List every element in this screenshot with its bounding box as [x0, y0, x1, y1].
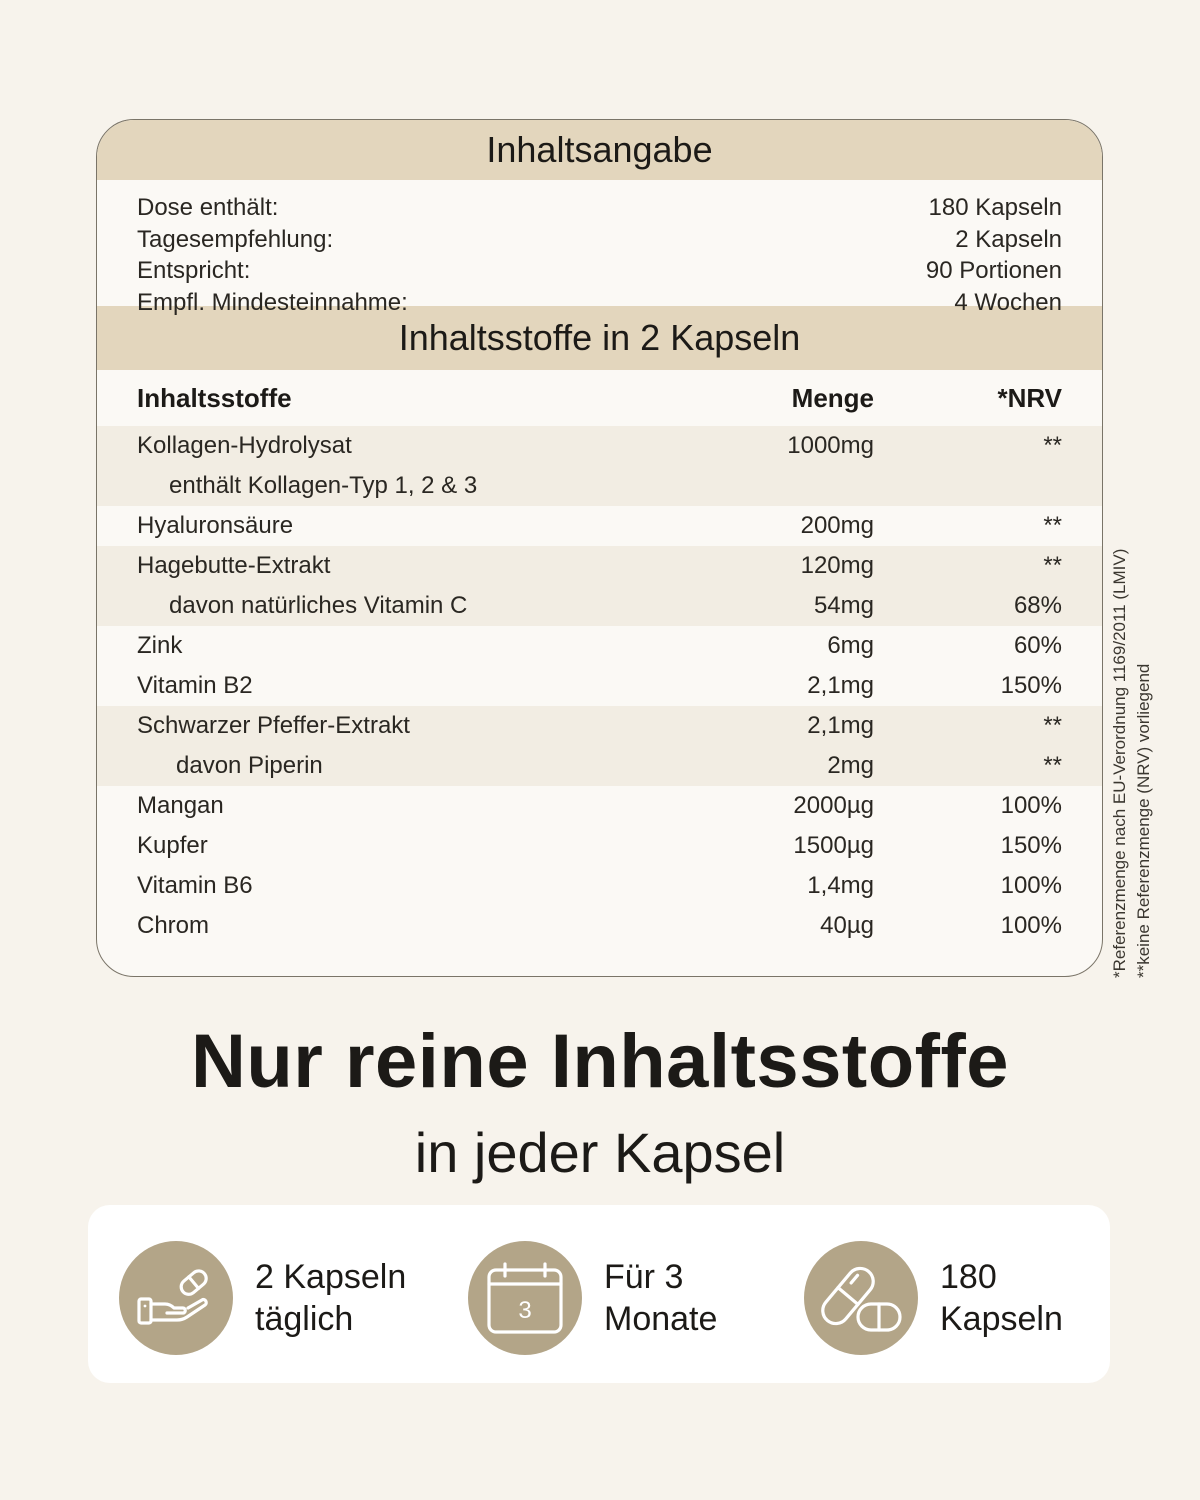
ingredient-name: Chrom — [137, 912, 210, 939]
ingredient-amount: 2mg — [827, 752, 874, 779]
calendar-icon — [468, 1241, 582, 1355]
ingredient-nrv: ** — [1043, 432, 1062, 459]
table-row — [97, 626, 1102, 666]
feature-line: 2 Kapseln — [255, 1258, 407, 1296]
no-nrv-footnote: **keine Referenzmenge (NRV) vorliegend — [1134, 663, 1153, 978]
ingredient-amount: 120mg — [800, 552, 874, 579]
ingredient-amount: 2000µg — [793, 792, 874, 819]
summary-value: 4 Wochen — [954, 288, 1062, 316]
table-row — [97, 466, 1102, 506]
ingredient-nrv: 68% — [1013, 592, 1062, 619]
ingredient-nrv: 150% — [1000, 832, 1062, 859]
summary-list — [97, 180, 1102, 316]
feature-count — [804, 1241, 1063, 1355]
feature-label — [940, 1256, 1063, 1340]
table-header — [97, 370, 1102, 426]
table-row — [97, 666, 1102, 706]
summary-value: 180 Kapseln — [928, 194, 1062, 221]
ingredient-amount: 54mg — [813, 592, 874, 619]
hero-subtitle: in jeder Kapsel — [414, 1121, 786, 1184]
hand-capsule-icon — [119, 1241, 233, 1355]
feature-label — [255, 1256, 406, 1340]
ingredient-amount: 2,1mg — [807, 712, 874, 739]
summary-row — [137, 224, 1062, 256]
ingredient-nrv: 150% — [1000, 672, 1062, 699]
summary-label: Tagesempfehlung: — [137, 225, 334, 253]
table-row — [97, 426, 1102, 466]
ingredient-name: davon natürliches Vitamin C — [169, 592, 468, 619]
header-nrv: *NRV — [997, 382, 1062, 413]
table-row — [97, 786, 1102, 826]
ingredient-name: Vitamin B6 — [137, 872, 253, 899]
feature-line: Für 3 — [604, 1258, 684, 1296]
ingredient-amount: 2,1mg — [807, 672, 874, 699]
table-row — [97, 506, 1102, 546]
footnotes — [1108, 480, 1168, 980]
ingredient-amount: 40µg — [820, 912, 874, 939]
feature-line: Kapseln — [940, 1300, 1063, 1338]
summary-value: 90 Portionen — [925, 257, 1062, 284]
feature-line: 180 — [940, 1258, 997, 1296]
feature-duration — [468, 1241, 717, 1355]
summary-label: Entspricht: — [137, 257, 251, 284]
summary-label: Dose enthält: — [137, 194, 279, 221]
table-row — [97, 906, 1102, 946]
ingredient-nrv: ** — [1043, 552, 1062, 579]
table-row — [97, 546, 1102, 586]
ingredient-name: Zink — [137, 632, 183, 659]
ingredient-amount: 1,4mg — [807, 872, 874, 899]
table-row — [97, 826, 1102, 866]
feature-label — [604, 1256, 717, 1340]
ingredient-nrv: 100% — [1000, 792, 1062, 819]
ingredient-amount: 1500µg — [793, 832, 874, 859]
ingredient-name: Vitamin B2 — [137, 672, 253, 699]
header-amount: Menge — [791, 382, 874, 413]
ingredient-amount: 6mg — [827, 632, 874, 659]
ingredient-name: Kupfer — [137, 832, 208, 859]
ingredient-nrv: 100% — [1000, 912, 1062, 939]
ingredient-name: Hagebutte-Extrakt — [137, 552, 331, 579]
calendar-number: 3 — [518, 1297, 532, 1324]
ingredients-card — [96, 119, 1103, 977]
ingredient-amount: 1000mg — [787, 432, 874, 459]
ingredient-nrv: ** — [1043, 712, 1062, 739]
ingredient-name: Mangan — [137, 792, 224, 819]
ingredient-name: enthält Kollagen-Typ 1, 2 & 3 — [169, 472, 478, 499]
summary-value: 2 Kapseln — [955, 225, 1062, 253]
table-row — [97, 746, 1102, 786]
ingredient-name: Schwarzer Pfeffer-Extrakt — [137, 712, 410, 739]
ingredients-title: Inhaltsstoffe in 2 Kapseln — [97, 306, 1102, 370]
ingredients-table — [97, 370, 1102, 946]
ingredient-nrv: 100% — [1000, 872, 1062, 899]
ingredient-amount: 200mg — [800, 512, 874, 539]
header-name: Inhaltsstoffe — [137, 382, 292, 413]
ingredient-nrv: ** — [1043, 752, 1062, 779]
table-row — [97, 706, 1102, 746]
feature-line: Monate — [604, 1300, 718, 1338]
ingredient-nrv: ** — [1043, 512, 1062, 539]
ingredient-name: Hyaluronsäure — [137, 512, 294, 539]
ingredient-name: Kollagen-Hydrolysat — [137, 432, 352, 459]
feature-line: täglich — [255, 1300, 354, 1338]
table-row — [97, 866, 1102, 906]
summary-label: Empfl. Mindesteinnahme: — [137, 288, 408, 316]
table-row — [97, 586, 1102, 626]
features-panel — [88, 1205, 1110, 1383]
hero-title: Nur reine Inhaltsstoffe — [190, 1019, 1010, 1104]
summary-title: Inhaltsangabe — [97, 120, 1102, 180]
capsules-icon — [804, 1241, 918, 1355]
feature-daily-dose — [119, 1241, 406, 1355]
ingredient-name: davon Piperin — [176, 752, 323, 779]
nrv-footnote: *Referenzmenge nach EU-Verordnung 1169/2011 (LMIV) — [1110, 548, 1129, 978]
summary-row — [137, 255, 1062, 287]
summary-row — [137, 192, 1062, 224]
ingredient-nrv: 60% — [1013, 632, 1062, 659]
